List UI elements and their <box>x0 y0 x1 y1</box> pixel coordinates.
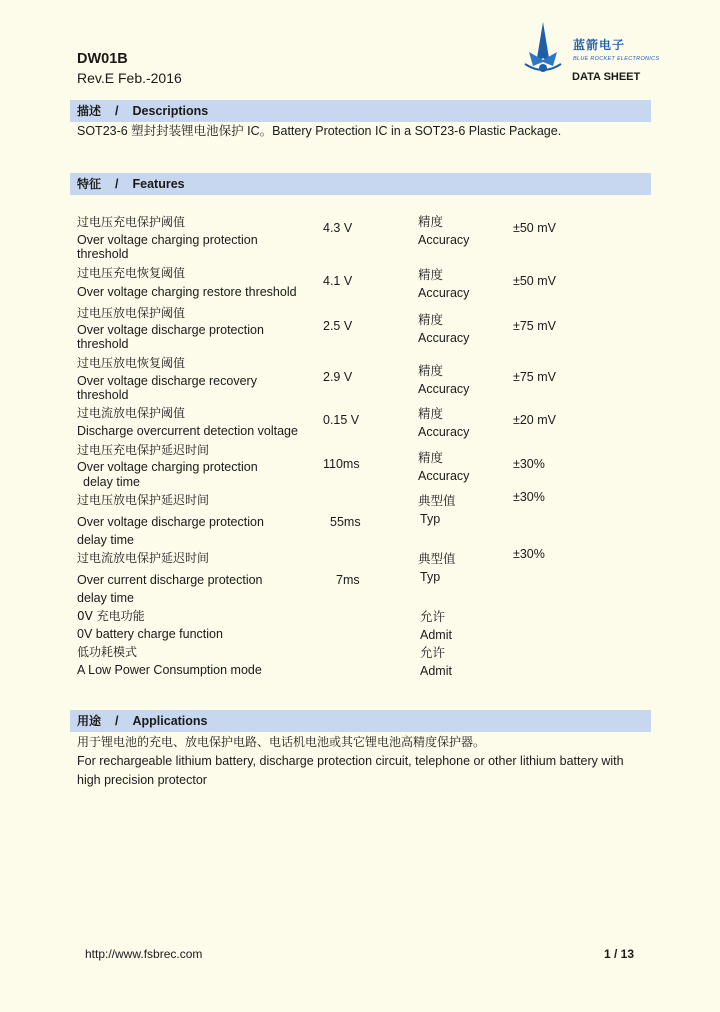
feature-name-en-line2: threshold <box>77 337 129 351</box>
feature-name-en: Over voltage discharge protection <box>77 323 264 337</box>
features-heading-en: Features <box>132 177 185 191</box>
feature-name-en: Over voltage discharge protection <box>77 515 264 529</box>
tolerance-value: ±75 mV <box>513 370 556 384</box>
logo-subtitle: BLUE ROCKET ELECTRONICS <box>573 56 660 62</box>
feature-value: 2.5 V <box>323 319 353 333</box>
heading-separator: / <box>115 714 119 728</box>
tolerance-label-cn: 精度 <box>418 312 444 327</box>
feature-name-en: Over voltage charging protection <box>77 233 258 247</box>
tolerance-value: ±50 mV <box>513 221 556 235</box>
feature-value: 110ms <box>323 457 360 471</box>
doc-revision: Rev.E Feb.-2016 <box>77 70 182 86</box>
data-sheet-label: DATA SHEET <box>572 71 641 83</box>
feature-name-cn: 过电流放电保护延迟时间 <box>77 551 210 565</box>
feature-value: 2.9 V <box>323 370 353 384</box>
tolerance-label-en: Admit <box>420 628 452 642</box>
features-heading-cn: 特征 <box>77 177 102 191</box>
tolerance-label-cn: 精度 <box>418 363 444 378</box>
tolerance-label-cn: 典型值 <box>418 551 456 566</box>
applications-heading <box>70 710 651 732</box>
feature-name-cn: 过电压放电保护阈值 <box>77 306 186 320</box>
feature-name-cn: 过电流放电保护阈值 <box>77 406 186 420</box>
feature-name-cn: 过电压放电恢复阈值 <box>77 356 186 370</box>
tolerance-label-cn: 允许 <box>420 609 446 624</box>
descriptions-heading <box>70 100 651 122</box>
feature-name-en: 0V battery charge function <box>77 627 223 641</box>
tolerance-label-cn: 典型值 <box>418 493 456 508</box>
feature-name-en: Over voltage charging protection <box>77 460 258 474</box>
tolerance-label-en: Accuracy <box>418 425 470 439</box>
heading-separator: / <box>115 177 119 191</box>
feature-name-cn: 0V 充电功能 <box>77 609 145 623</box>
applications-text-en: For rechargeable lithium battery, discharge protection circuit, telephone or other lithium battery with <box>77 754 624 768</box>
applications-heading-cn: 用途 <box>77 714 102 728</box>
feature-name-en-line2: threshold <box>77 247 129 261</box>
tolerance-value: ±30% <box>513 457 545 471</box>
tolerance-value: ±30% <box>513 490 545 504</box>
feature-value: 7ms <box>336 573 360 587</box>
feature-value: 0.15 V <box>323 413 360 427</box>
tolerance-label-en: Accuracy <box>418 469 470 483</box>
tolerance-label-en: Typ <box>420 512 441 526</box>
tolerance-label-cn: 精度 <box>418 406 444 421</box>
applications-text-cn: 用于锂电池的充电、放电保护电路、电话机电池或其它锂电池高精度保护器。 <box>77 735 486 749</box>
feature-name-en-line2: delay time <box>77 533 134 547</box>
doc-title: DW01B <box>77 51 128 67</box>
feature-name-en: Discharge overcurrent detection voltage <box>77 424 298 438</box>
feature-name-en: Over voltage discharge recovery <box>77 374 257 388</box>
tolerance-label-en: Admit <box>420 664 452 678</box>
applications-heading-en: Applications <box>132 714 208 728</box>
tolerance-label-en: Accuracy <box>418 233 470 247</box>
feature-name-en-line2: threshold <box>77 388 129 402</box>
tolerance-value: ±30% <box>513 547 545 561</box>
tolerance-label-cn: 允许 <box>420 645 446 660</box>
feature-name-en: Over voltage charging restore threshold <box>77 285 297 299</box>
features-heading <box>70 173 651 195</box>
tolerance-value: ±50 mV <box>513 274 556 288</box>
heading-separator: / <box>115 104 119 118</box>
feature-value: 55ms <box>330 515 361 529</box>
applications-text-en-line2: high precision protector <box>77 773 207 787</box>
footer-url-link[interactable]: http://www.fsbrec.com <box>85 947 203 961</box>
tolerance-label-cn: 精度 <box>418 267 444 282</box>
feature-name-cn: 过电压充电保护阈值 <box>77 215 186 229</box>
logo-name: 蓝箭电子 <box>573 38 626 52</box>
feature-name-cn: 低功耗模式 <box>77 645 138 659</box>
page-number: 1 / 13 <box>604 947 635 961</box>
tolerance-label-en: Accuracy <box>418 331 470 345</box>
feature-value: 4.1 V <box>323 274 353 288</box>
feature-name-en-line2: delay time <box>77 591 134 605</box>
feature-name-en: Over current discharge protection <box>77 573 263 587</box>
tolerance-label-cn: 精度 <box>418 450 444 465</box>
tolerance-value: ±20 mV <box>513 413 556 427</box>
tolerance-label-en: Accuracy <box>418 382 470 396</box>
descriptions-heading-en: Descriptions <box>132 104 209 118</box>
tolerance-label-en: Typ <box>420 570 441 584</box>
feature-name-en: A Low Power Consumption mode <box>77 663 262 677</box>
tolerance-value: ±75 mV <box>513 319 556 333</box>
feature-name-en-line2: delay time <box>83 475 140 489</box>
descriptions-heading-cn: 描述 <box>77 104 102 118</box>
tolerance-label-en: Accuracy <box>418 286 470 300</box>
feature-name-cn: 过电压充电恢复阈值 <box>77 266 186 280</box>
tolerance-label-cn: 精度 <box>418 214 444 229</box>
feature-value: 4.3 V <box>323 221 353 235</box>
feature-name-cn: 过电压充电保护延迟时间 <box>77 443 210 457</box>
feature-name-cn: 过电压放电保护延迟时间 <box>77 493 210 507</box>
descriptions-text: SOT23-6 塑封封装锂电池保护 IC。Battery Protection IC in a SOT23-6 Plastic Package. <box>77 124 562 138</box>
